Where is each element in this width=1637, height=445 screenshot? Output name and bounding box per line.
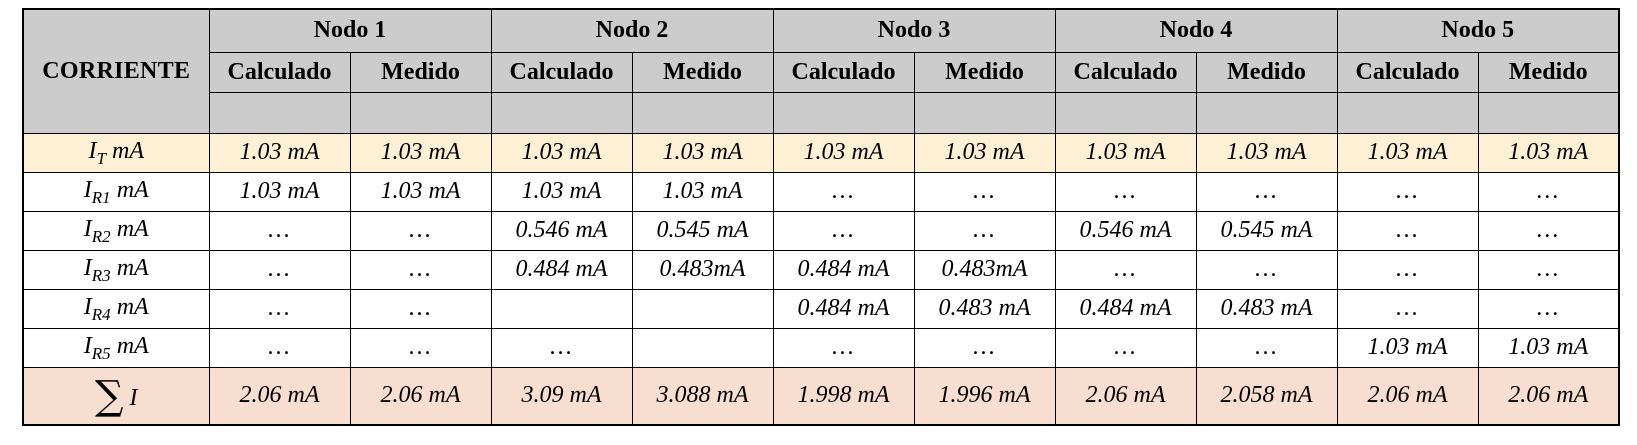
sum-cell <box>209 368 350 426</box>
row-label-subscript: R4 <box>91 304 111 324</box>
cell-ellipsis: ... <box>408 334 433 361</box>
table-cell <box>632 251 773 290</box>
sum-cell <box>1337 368 1478 426</box>
sum-cell <box>1055 368 1196 426</box>
cell-value: 0.546 mA <box>1079 217 1172 244</box>
header-node-4: Nodo 4 <box>1055 9 1337 53</box>
header-node5-calculado: Calculado <box>1337 53 1478 93</box>
cell-value: 1.03 mA <box>1508 334 1589 361</box>
table-cell <box>1196 212 1337 251</box>
cell-value: 1.996 mA <box>938 382 1031 409</box>
header-spacer-cell <box>914 93 1055 134</box>
table-cell <box>209 290 350 329</box>
table-cell <box>1337 134 1478 173</box>
table-cell <box>914 290 1055 329</box>
row-label-subscript: R1 <box>91 187 111 207</box>
cell-value: 1.03 mA <box>380 139 461 166</box>
cell-ellipsis: ... <box>408 217 433 244</box>
row-label-subscript: T <box>96 148 106 168</box>
header-node1-calculado: Calculado <box>209 53 350 93</box>
cell-value: 1.03 mA <box>1508 139 1589 166</box>
header-node1-medido: Medido <box>350 53 491 93</box>
header-spacer-cell <box>773 93 914 134</box>
table-cell <box>1478 212 1619 251</box>
table-cell <box>914 134 1055 173</box>
header-row-subheaders <box>23 53 1619 93</box>
table-cell <box>1337 329 1478 368</box>
header-spacer-cell <box>350 93 491 134</box>
cell-value: 1.03 mA <box>521 178 602 205</box>
cell-value: 0.483mA <box>941 256 1028 283</box>
row-label-unit: mA <box>116 215 149 242</box>
table-cell <box>209 134 350 173</box>
header-node4-medido: Medido <box>1196 53 1337 93</box>
header-node2-medido: Medido <box>632 53 773 93</box>
cell-ellipsis: ... <box>1536 256 1561 283</box>
row-label <box>23 290 209 329</box>
cell-ellipsis: ... <box>1395 256 1420 283</box>
table-cell <box>1337 290 1478 329</box>
table-cell <box>773 212 914 251</box>
row-label <box>23 173 209 212</box>
cell-ellipsis: ... <box>972 334 997 361</box>
cell-ellipsis: ... <box>267 217 292 244</box>
cell-value: 1.03 mA <box>521 139 602 166</box>
table-cell <box>773 290 914 329</box>
table-row <box>23 134 1619 173</box>
table-row <box>23 290 1619 329</box>
row-label-subscript: R5 <box>91 343 111 363</box>
cell-value: 1.03 mA <box>1367 139 1448 166</box>
table-cell <box>914 329 1055 368</box>
header-spacer-cell <box>1337 93 1478 134</box>
cell-value: 0.483 mA <box>938 295 1031 322</box>
row-label <box>23 212 209 251</box>
row-label-unit: mA <box>116 332 149 359</box>
header-row-nodes <box>23 9 1619 53</box>
cell-ellipsis: ... <box>1113 256 1138 283</box>
cell-value: 1.03 mA <box>944 139 1025 166</box>
sum-cell <box>914 368 1055 426</box>
cell-value: 3.088 mA <box>656 382 749 409</box>
row-label-unit: mA <box>116 176 149 203</box>
table-cell <box>773 134 914 173</box>
cell-ellipsis: ... <box>408 295 433 322</box>
row-label-subscript: R3 <box>91 265 111 285</box>
table-cell <box>491 173 632 212</box>
sum-row-label <box>23 368 209 426</box>
table-cell <box>632 329 773 368</box>
table-cell <box>914 173 1055 212</box>
cell-ellipsis: ... <box>408 256 433 283</box>
table-cell <box>350 212 491 251</box>
cell-value: 1.03 mA <box>662 178 743 205</box>
cell-value: 1.03 mA <box>239 178 320 205</box>
header-node5-medido: Medido <box>1478 53 1619 93</box>
table-cell <box>632 134 773 173</box>
sum-cell <box>491 368 632 426</box>
header-spacer-cell <box>1478 93 1619 134</box>
table-row <box>23 173 1619 212</box>
cell-value: 2.06 mA <box>1085 382 1166 409</box>
table-cell <box>773 173 914 212</box>
table-row <box>23 329 1619 368</box>
table-cell <box>1055 251 1196 290</box>
row-label-symbol: I <box>83 332 92 359</box>
table-cell <box>1055 173 1196 212</box>
table-cell <box>350 134 491 173</box>
table-cell <box>491 212 632 251</box>
row-label <box>23 134 209 173</box>
cell-value: 1.03 mA <box>1367 334 1448 361</box>
cell-ellipsis: ... <box>831 217 856 244</box>
row-label-subscript: R2 <box>91 226 111 246</box>
cell-value: 0.484 mA <box>1079 295 1172 322</box>
cell-value: 1.03 mA <box>1085 139 1166 166</box>
sum-cell <box>350 368 491 426</box>
header-node-1: Nodo 1 <box>209 9 491 53</box>
summation-label: I <box>129 384 138 411</box>
header-node3-calculado: Calculado <box>773 53 914 93</box>
row-label-symbol: I <box>83 293 92 320</box>
cell-value: 2.058 mA <box>1220 382 1313 409</box>
table-cell <box>350 251 491 290</box>
sum-cell <box>773 368 914 426</box>
table-row <box>23 251 1619 290</box>
table-cell <box>491 134 632 173</box>
table-cell <box>632 290 773 329</box>
cell-ellipsis: ... <box>972 178 997 205</box>
cell-value: 1.998 mA <box>797 382 890 409</box>
row-label <box>23 251 209 290</box>
header-row-spacer <box>23 93 1619 134</box>
sum-cell <box>1196 368 1337 426</box>
table-body <box>23 134 1619 426</box>
cell-value: 0.484 mA <box>797 256 890 283</box>
table-cell <box>1055 134 1196 173</box>
header-node-2: Nodo 2 <box>491 9 773 53</box>
table-cell <box>1337 173 1478 212</box>
cell-ellipsis: ... <box>1254 334 1279 361</box>
table-row <box>23 212 1619 251</box>
cell-ellipsis: ... <box>1113 334 1138 361</box>
cell-ellipsis: ... <box>1395 178 1420 205</box>
table-cell <box>632 212 773 251</box>
table-cell <box>1055 290 1196 329</box>
header-node3-medido: Medido <box>914 53 1055 93</box>
cell-ellipsis: ... <box>549 334 574 361</box>
header-spacer-cell <box>1196 93 1337 134</box>
cell-value: 1.03 mA <box>662 139 743 166</box>
row-label <box>23 329 209 368</box>
table-cell <box>491 290 632 329</box>
header-node-5: Nodo 5 <box>1337 9 1619 53</box>
cell-ellipsis: ... <box>1113 178 1138 205</box>
cell-ellipsis: ... <box>831 178 856 205</box>
table-cell <box>1196 251 1337 290</box>
cell-value: 0.545 mA <box>656 217 749 244</box>
cell-value: 2.06 mA <box>1367 382 1448 409</box>
cell-value: 0.484 mA <box>797 295 890 322</box>
header-node4-calculado: Calculado <box>1055 53 1196 93</box>
table-cell <box>1478 329 1619 368</box>
cell-ellipsis: ... <box>1536 178 1561 205</box>
cell-ellipsis: ... <box>1536 295 1561 322</box>
row-label-unit: mA <box>116 254 149 281</box>
header-spacer-cell <box>491 93 632 134</box>
row-label-symbol: I <box>83 176 92 203</box>
cell-ellipsis: ... <box>972 217 997 244</box>
header-spacer-cell <box>1055 93 1196 134</box>
cell-value: 2.06 mA <box>1508 382 1589 409</box>
table-cell <box>773 329 914 368</box>
cell-ellipsis: ... <box>1254 178 1279 205</box>
summation-symbol: ∑ <box>94 372 124 419</box>
table-cell <box>1478 134 1619 173</box>
table-cell <box>1055 212 1196 251</box>
table-cell <box>350 329 491 368</box>
cell-ellipsis: ... <box>267 295 292 322</box>
cell-value: 1.03 mA <box>1226 139 1307 166</box>
sum-cell <box>1478 368 1619 426</box>
cell-ellipsis: ... <box>1254 256 1279 283</box>
table-header <box>23 9 1619 134</box>
cell-value: 0.483mA <box>659 256 746 283</box>
table-cell <box>1196 134 1337 173</box>
row-label-symbol: I <box>88 137 97 164</box>
sum-cell <box>632 368 773 426</box>
header-spacer-cell <box>632 93 773 134</box>
cell-value: 1.03 mA <box>803 139 884 166</box>
row-label-symbol: I <box>83 254 92 281</box>
cell-ellipsis: ... <box>1395 217 1420 244</box>
cell-value: 3.09 mA <box>521 382 602 409</box>
table-cell <box>914 212 1055 251</box>
table-row-sum <box>23 368 1619 426</box>
current-values-table <box>22 8 1620 426</box>
table-cell <box>632 173 773 212</box>
table-cell <box>1478 173 1619 212</box>
table-cell <box>209 173 350 212</box>
cell-ellipsis: ... <box>267 334 292 361</box>
table-cell <box>1196 329 1337 368</box>
table-cell <box>1055 329 1196 368</box>
table-cell <box>350 173 491 212</box>
table-cell <box>491 329 632 368</box>
cell-value: 0.483 mA <box>1220 295 1313 322</box>
cell-value: 0.484 mA <box>515 256 608 283</box>
cell-ellipsis: ... <box>1395 295 1420 322</box>
cell-value: 1.03 mA <box>380 178 461 205</box>
cell-ellipsis: ... <box>267 256 292 283</box>
table-cell <box>209 212 350 251</box>
row-label-unit: mA <box>116 293 149 320</box>
row-label-symbol: I <box>83 215 92 242</box>
table-cell <box>491 251 632 290</box>
table-cell <box>1196 290 1337 329</box>
row-label-unit: mA <box>111 137 144 164</box>
table-cell <box>1337 251 1478 290</box>
header-node-3: Nodo 3 <box>773 9 1055 53</box>
cell-value: 0.546 mA <box>515 217 608 244</box>
cell-value: 1.03 mA <box>239 139 320 166</box>
table-cell <box>350 290 491 329</box>
table-cell <box>209 329 350 368</box>
table-cell <box>209 251 350 290</box>
cell-ellipsis: ... <box>831 334 856 361</box>
header-corriente: CORRIENTE <box>23 9 209 134</box>
table-cell <box>773 251 914 290</box>
header-node2-calculado: Calculado <box>491 53 632 93</box>
table-cell <box>914 251 1055 290</box>
cell-value: 0.545 mA <box>1220 217 1313 244</box>
cell-value: 2.06 mA <box>239 382 320 409</box>
cell-ellipsis: ... <box>1536 217 1561 244</box>
table-cell <box>1196 173 1337 212</box>
table-cell <box>1478 251 1619 290</box>
table-cell <box>1337 212 1478 251</box>
header-spacer-cell <box>209 93 350 134</box>
table-cell <box>1478 290 1619 329</box>
cell-value: 2.06 mA <box>380 382 461 409</box>
